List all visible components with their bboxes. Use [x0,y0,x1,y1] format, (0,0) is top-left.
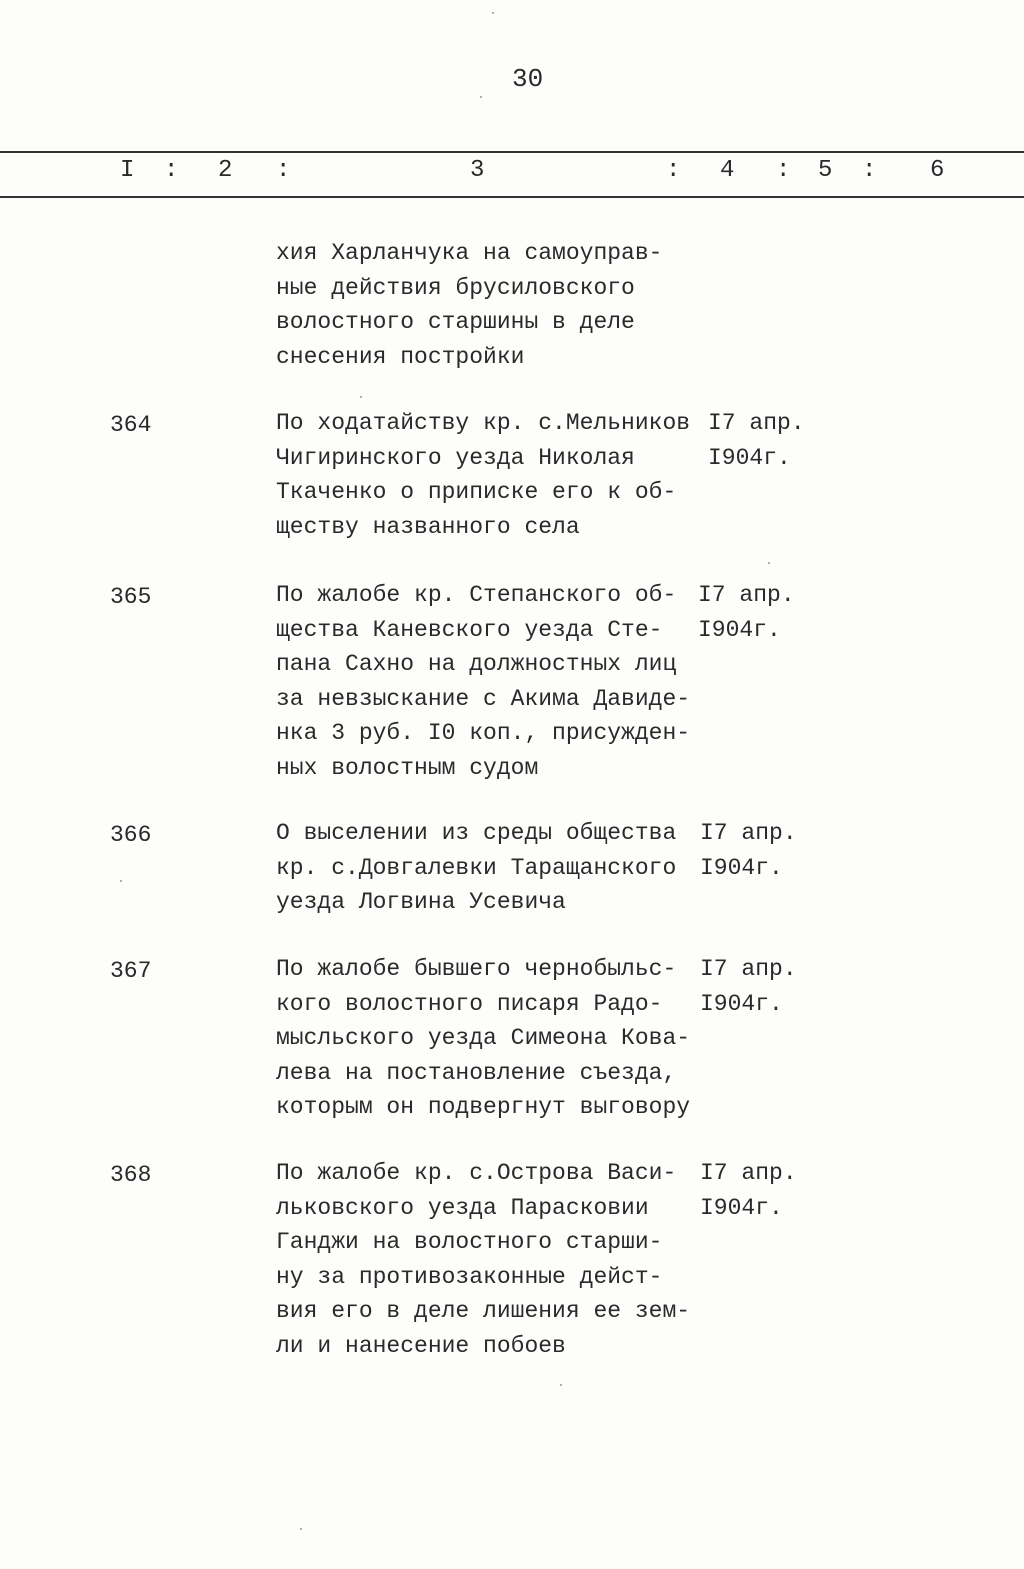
entry-date [700,952,797,1021]
text-line: волостного старшины в деле [276,309,635,335]
entry-number: 367 [110,958,152,984]
scan-speck [480,96,482,98]
text-line: ну за противозаконные дейст- [276,1263,663,1290]
scan-speck [120,880,122,882]
column-separator: : [776,157,791,184]
text-line: мысльского уезда Симеона Кова- [276,1025,691,1051]
entry-description [276,406,690,544]
text-line: ществу названного села [276,513,580,540]
date-day: I7 апр. [700,956,797,982]
entry-date [698,578,795,647]
text-line: По жалобе кр. с.Острова Васи- [276,1160,677,1186]
page-number: 30 [512,64,544,94]
date-day: I7 апр. [700,1160,797,1186]
text-line: пана Сахно на должностных лиц [276,651,677,677]
column-separator: : [276,157,291,184]
text-line: ные действия брусиловского [276,274,635,301]
text-line: ли и нанесение побоев [276,1332,566,1359]
text-line: По ходатайству кр. с.Мельников [276,410,691,436]
entry-number: 365 [110,584,152,610]
column-header-1: I [120,157,135,184]
entry-date [708,406,805,475]
text-line: уезда Логвина Усевича [276,889,566,915]
text-line: щества Каневского уезда Сте- [276,616,663,643]
text-line: лева на постановление съезда, [276,1059,677,1086]
date-year: I904г. [700,990,783,1017]
date-day: I7 апр. [698,582,795,608]
scan-speck [492,12,494,14]
column-header-4: 4 [720,157,735,184]
text-line: за невзыскание с Акима Давиде- [276,685,691,712]
text-line: ных волостным судом [276,754,539,781]
header-bottom-rule [0,196,1024,198]
column-header-5: 5 [818,157,833,184]
text-line: нка 3 руб. I0 коп., присужден- [276,720,691,746]
text-line: хия Харланчука на самоуправ- [276,240,663,266]
date-year: I904г. [700,1194,783,1221]
entry-description [276,1156,690,1363]
text-line: кого волостного писаря Радо- [276,990,663,1017]
entry-description [276,578,690,785]
date-year: I904г. [698,616,781,643]
entry-date [700,1156,797,1225]
text-line: вия его в деле лишения ее зем- [276,1298,691,1324]
entry-description [276,816,676,920]
date-day: I7 апр. [700,820,797,846]
column-header-2: 2 [218,157,233,184]
scan-speck [768,562,770,564]
entry-date [700,816,797,885]
text-line: снесения постройки [276,343,525,370]
scan-speck [360,396,362,398]
text-line: которым он подвергнут выговору [276,1094,691,1120]
text-line: кр. с.Довгалевки Таращанского [276,854,677,881]
column-separator: : [862,157,877,184]
scan-speck [300,1528,302,1530]
scan-speck [560,1384,562,1386]
entry-number: 366 [110,822,152,848]
column-separator: : [666,157,681,184]
column-header-6: 6 [930,157,945,184]
continuation-text [276,236,662,374]
column-separator: : [164,157,179,184]
text-line: По жалобе кр. Степанского об- [276,582,677,608]
entry-description [276,952,690,1125]
header-top-rule [0,151,1024,153]
entry-number: 364 [110,412,152,438]
date-year: I904г. [700,854,783,881]
text-line: льковского уезда Парасковии [276,1194,649,1221]
text-line: О выселении из среды общества [276,820,677,846]
entry-number: 368 [110,1162,152,1188]
text-line: По жалобе бывшего чернобыльс- [276,956,677,982]
text-line: Ткаченко о приписке его к об- [276,479,677,505]
column-header-3: 3 [470,157,485,184]
text-line: Чигиринского уезда Николая [276,444,635,471]
date-day: I7 апр. [708,410,805,436]
date-year: I904г. [708,444,791,471]
text-line: Ганджи на волостного старши- [276,1229,663,1255]
